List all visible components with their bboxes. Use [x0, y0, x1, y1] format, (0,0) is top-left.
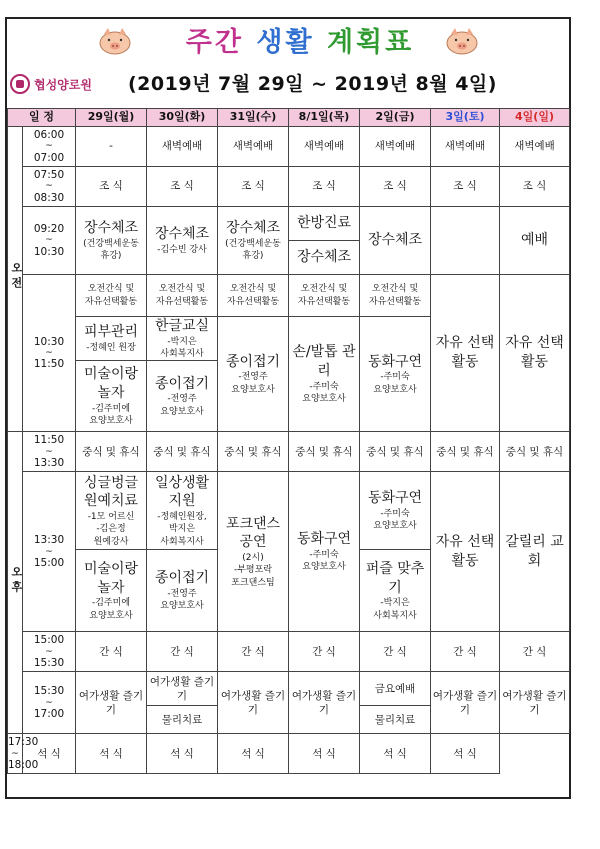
day-header-sunday: 4일(일) [500, 109, 570, 127]
time-slot: 15:00 ~ 15:30 [23, 632, 76, 672]
cell: 장수체조 (건강백세운동 휴강) [76, 207, 147, 275]
cell: 한방진료 [289, 207, 360, 241]
pig-icon [442, 26, 482, 56]
cell: 간 식 [76, 632, 147, 672]
table-row [8, 275, 570, 317]
table-row [8, 432, 570, 472]
cell: 중식 및 휴식 [147, 432, 218, 472]
cell: 석 식 [218, 734, 289, 774]
cell: 장수체조 [289, 241, 360, 275]
time-slot: 17:30 ~ 18:00 [8, 734, 23, 774]
cell: 간 식 [431, 632, 500, 672]
cell: 중식 및 휴식 [431, 432, 500, 472]
cell: 새벽예배 [218, 127, 289, 167]
cell: 미술이랑 놀자 -김주미에 요양보호사 [76, 361, 147, 432]
cell: 조 식 [76, 167, 147, 207]
schedule-table [7, 108, 570, 774]
cell: 여가생활 즐기기 [431, 672, 500, 734]
org-logo [10, 74, 92, 94]
day-header-saturday: 3일(토) [431, 109, 500, 127]
day-header: 8/1일(목) [289, 109, 360, 127]
cell: 조 식 [431, 167, 500, 207]
cell: 간 식 [500, 632, 570, 672]
cell: 장수체조 (건강백세운동 휴강) [218, 207, 289, 275]
cell: 새벽예배 [431, 127, 500, 167]
cell: 석 식 [289, 734, 360, 774]
table-row [8, 734, 570, 774]
cell: 중식 및 휴식 [289, 432, 360, 472]
cell: 손/발톱 관리 -주미숙 요양보호사 [289, 317, 360, 432]
cell: 종이접기 -전영주 요양보호사 [147, 361, 218, 432]
cell: 물리치료 [147, 706, 218, 734]
cell: 조 식 [218, 167, 289, 207]
cell: 싱글벙글 원예치료 -1모 어르신 -김은정 원예강사 [76, 472, 147, 550]
cell: 물리치료 [360, 706, 431, 734]
cell: 간 식 [360, 632, 431, 672]
cell: - [76, 127, 147, 167]
cell: 여가생활 즐기기 [76, 672, 147, 734]
time-slot: 15:30 ~ 17:00 [23, 672, 76, 734]
cell: 동화구연 -주미숙 요양보호사 [360, 317, 431, 432]
day-header: 29일(월) [76, 109, 147, 127]
day-header: 30일(화) [147, 109, 218, 127]
table-row [8, 632, 570, 672]
time-slot: 06:00 ~ 07:00 [23, 127, 76, 167]
cell: 자유 선택 활동 [431, 275, 500, 432]
cell: 오전간식 및 자유선택활동 [218, 275, 289, 317]
cell: 갈릴리 교회 [500, 472, 570, 632]
time-slot: 10:30 ~ 11:50 [23, 275, 76, 432]
logo-icon [10, 74, 30, 94]
day-header: 2일(금) [360, 109, 431, 127]
cell: 장수체조 -김수빈 강사 [147, 207, 218, 275]
table-row [8, 127, 570, 167]
time-slot: 07:50 ~ 08:30 [23, 167, 76, 207]
cell: 중식 및 휴식 [76, 432, 147, 472]
cell: 포크댄스 공연 (2시) -부평포락 포크댄스팀 [218, 472, 289, 632]
page-title: 주간 생활 계획표 [185, 27, 415, 58]
cell: 종이접기 -전영주 요양보호사 [218, 317, 289, 432]
cell: 동화구연 -주미숙 요양보호사 [360, 472, 431, 550]
cell: 오전간식 및 자유선택활동 [76, 275, 147, 317]
cell: 자유 선택 활동 [500, 275, 570, 432]
cell: 여가생활 즐기기 [147, 672, 218, 706]
cell: 중식 및 휴식 [500, 432, 570, 472]
org-name: 협성양로원 [34, 77, 92, 92]
cell: 미술이랑 놀자 -김주미에 요양보호사 [76, 550, 147, 632]
cell: 오전간식 및 자유선택활동 [289, 275, 360, 317]
cell: 석 식 [360, 734, 431, 774]
cell: 오전간식 및 자유선택활동 [360, 275, 431, 317]
table-row [8, 672, 570, 706]
table-row [8, 167, 570, 207]
cell: 여가생활 즐기기 [289, 672, 360, 734]
cell: 장수체조 [360, 207, 431, 275]
time-slot: 13:30 ~ 15:00 [23, 472, 76, 632]
cell: 중식 및 휴식 [360, 432, 431, 472]
cell: 석 식 [147, 734, 218, 774]
table-row [8, 472, 570, 550]
cell: 간 식 [218, 632, 289, 672]
session-afternoon: 오후 [8, 432, 23, 734]
header-row [8, 109, 570, 127]
cell: 조 식 [500, 167, 570, 207]
time-slot: 11:50 ~ 13:30 [23, 432, 76, 472]
day-header: 31일(수) [218, 109, 289, 127]
cell: 조 식 [147, 167, 218, 207]
cell: 석 식 [431, 734, 500, 774]
cell: 간 식 [289, 632, 360, 672]
cell: 종이접기 -전영주 요양보호사 [147, 550, 218, 632]
cell: 새벽예배 [147, 127, 218, 167]
cell: 동화구연 -주미숙 요양보호사 [289, 472, 360, 632]
date-range: (2019년 7월 29일 ~ 2019년 8월 4일) [128, 73, 497, 95]
cell: 퍼즐 맞추기 -박지은 사회복지사 [360, 550, 431, 632]
table-row [8, 207, 570, 241]
cell: 석 식 [76, 734, 147, 774]
cell: 조 식 [360, 167, 431, 207]
cell: 예배 [500, 207, 570, 275]
schedule-label: 일 정 [8, 109, 76, 127]
cell: 오전간식 및 자유선택활동 [147, 275, 218, 317]
time-slot: 09:20 ~ 10:30 [23, 207, 76, 275]
cell: 자유 선택 활동 [431, 472, 500, 632]
cell: 금요예배 [360, 672, 431, 706]
cell: 석 식 [23, 734, 76, 774]
session-morning: 오전 [8, 127, 23, 432]
cell: 여가생활 즐기기 [500, 672, 570, 734]
cell: 조 식 [289, 167, 360, 207]
cell: 새벽예배 [289, 127, 360, 167]
cell [431, 207, 500, 275]
cell: 새벽예배 [500, 127, 570, 167]
cell: 피부관리 -정혜인 원장 [76, 317, 147, 361]
cell: 한글교실 -박지은 사회복지사 [147, 317, 218, 361]
cell: 일상생활 지원 -정혜인원장, 박지은 사회복지사 [147, 472, 218, 550]
cell: 새벽예배 [360, 127, 431, 167]
cell: 여가생활 즐기기 [218, 672, 289, 734]
cell: 간 식 [147, 632, 218, 672]
cell: 중식 및 휴식 [218, 432, 289, 472]
